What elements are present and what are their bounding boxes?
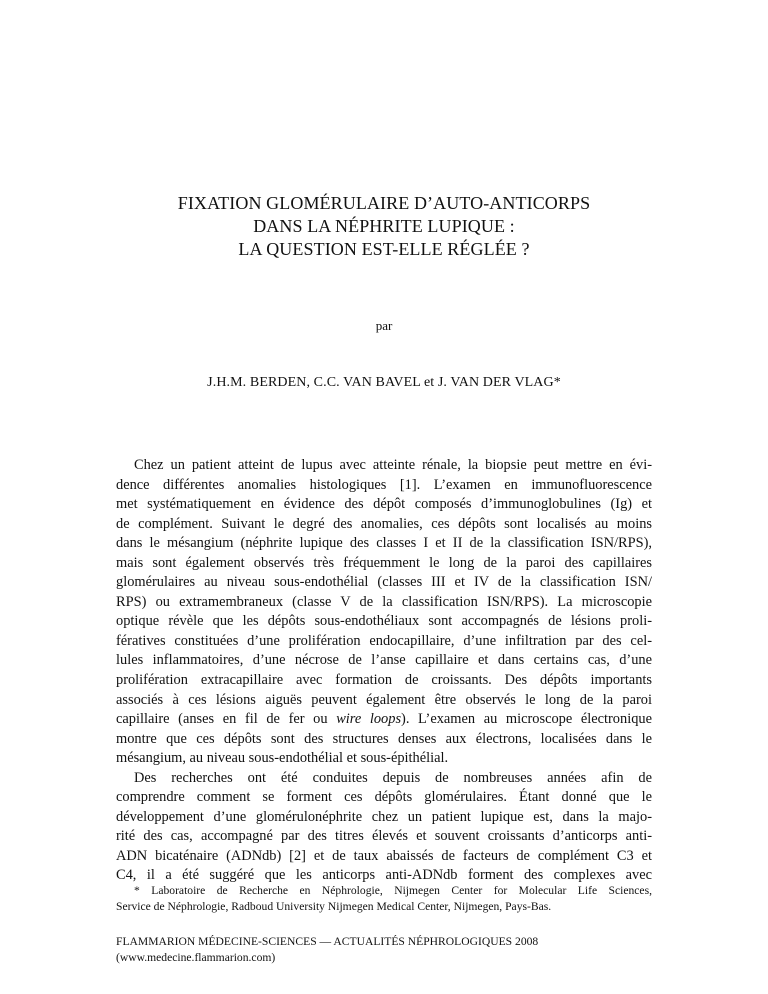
article-title (0, 192, 768, 261)
text-line: associés à ces lésions aiguës peuvent également être observés le long de la paroi (116, 691, 652, 708)
text-line: développement d’une glomérulonéphrite chez un patient lupique est, dans la majo- (116, 808, 652, 825)
text-line: glomérulaires au niveau sous-endothélial (classes III et IV de la classification ISN/ (116, 574, 652, 591)
authors: J.H.M. BERDEN, C.C. VAN BAVEL et J. VAN DER VLAG* (207, 375, 561, 390)
text-line: de complément. Suivant le degré des anomalies, ces dépôts sont localisés au moins (116, 515, 652, 532)
text-line: prolifération extracapillaire avec formation de croissants. Des dépôts importants (116, 672, 652, 689)
text-line: C4, il a été suggéré que les anticorps anti-ADNdb forment des complexes avec (116, 867, 652, 884)
text-line: ADN bicaténaire (ADNdb) [2] et de taux abaissés de facteurs de complément C3 et (116, 847, 652, 864)
text-line: fératives constituées d’une prolifération endocapillaire, d’une infiltration par des cel- (116, 632, 652, 649)
text-line: optique révèle que les dépôts sous-endothéliaux sont accompagnés de lésions proli- (116, 613, 652, 630)
text-line: met systématiquement en évidence des dépôt composés d’immunoglobulines (Ig) et (116, 496, 652, 513)
text-line: mésangium, au niveau sous-endothélial et sous-épithélial. (116, 750, 449, 767)
text-line (116, 710, 652, 730)
paragraph-2 (116, 769, 652, 886)
footnote-line: * Laboratoire de Recherche en Néphrologie, Nijmegen Center for Molecular Life Sciences, (134, 884, 652, 897)
publisher-info (116, 934, 652, 966)
publisher-url: (www.medecine.flammarion.com) (116, 951, 276, 964)
text-line: comprendre comment se forment ces dépôts glomérulaires. Étant donné que le (116, 789, 652, 806)
affiliation-footnote (116, 883, 652, 915)
italic-term: wire loops (336, 711, 402, 728)
text-line: montre que ces dépôts sont des structures denses aux électrons, localisées dans le (116, 730, 652, 747)
text-line: dans le mésangium (néphrite lupique des classes I et II de la classification ISN/RPS), (116, 535, 652, 552)
title-line-2: DANS LA NÉPHRITE LUPIQUE : (253, 216, 515, 236)
byline-prefix: par (375, 318, 393, 333)
footnote-line: Service de Néphrologie, Radboud University Nijmegen Medical Center, Nijmegen, Pays-Bas. (116, 900, 552, 913)
text-segment: capillaire (anses en fil de fer ou (116, 711, 337, 728)
text-line: mais sont également observés très fréquemment le long de la paroi des capillaires (116, 554, 652, 571)
text-line: Des recherches ont été conduites depuis de nombreuses années afin de (134, 769, 652, 786)
title-line-1: FIXATION GLOMÉRULAIRE D’AUTO-ANTICORPS (177, 193, 591, 213)
text-line: rité des cas, accompagné par des titres élevés et souvent croissants d’anticorps anti- (116, 828, 652, 845)
title-line-3: LA QUESTION EST-ELLE RÉGLÉE ? (238, 239, 530, 259)
text-line: dence différentes anomalies histologiques [1]. L’examen en immunofluorescence (116, 476, 652, 493)
paragraph-1 (116, 456, 652, 769)
text-line: RPS) ou extramembraneux (classe V de la classification ISN/RPS). La microscopie (116, 593, 652, 610)
text-line: lules inflammatoires, d’une nécrose de l’anse capillaire et dans certains cas, d’une (116, 652, 652, 669)
publisher-line: FLAMMARION MÉDECINE-SCIENCES — ACTUALITÉS NÉPHROLOGIQUES 2008 (116, 935, 539, 948)
text-line: Chez un patient atteint de lupus avec atteinte rénale, la biopsie peut mettre en évi- (134, 457, 652, 473)
text-segment: ). L’examen au microscope électronique (401, 711, 652, 728)
article-body (116, 456, 652, 886)
